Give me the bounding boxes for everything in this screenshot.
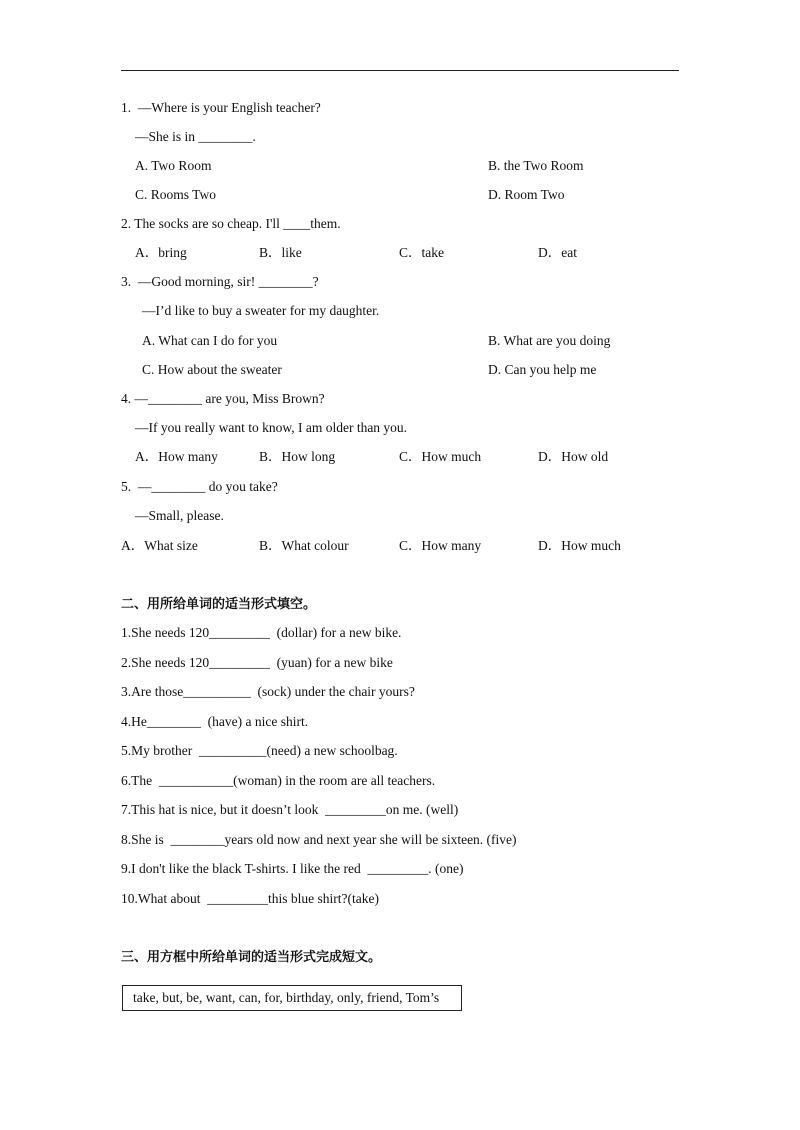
fill-item-3: 3.Are those__________ (sock) under the chair yours? (121, 684, 415, 699)
question-4-answer-line: —If you really want to know, I am older than you. (135, 420, 408, 435)
fill-item-1: 1.She needs 120_________ (dollar) for a new bike. (121, 625, 402, 640)
section-2-heading: 二、用所给单词的适当形式填空。 (121, 597, 317, 612)
question-3-option-c: C. How about the sweater (142, 362, 282, 377)
question-1-option-a: A. Two Room (135, 158, 212, 173)
question-2-option-a: A．bring (135, 245, 187, 260)
question-4-option-d: D．How old (538, 449, 609, 464)
fill-item-7: 7.This hat is nice, but it doesn’t look _________on me. (well) (121, 802, 459, 817)
question-4-option-c: C．How much (399, 449, 482, 464)
fill-item-2: 2.She needs 120_________ (yuan) for a new bike (121, 655, 393, 670)
question-2-option-d: D．eat (538, 245, 577, 260)
question-3-option-b: B. What are you doing (488, 333, 611, 348)
question-4-stem: 4. —________ are you, Miss Brown? (121, 391, 325, 406)
question-4-option-b: B．How long (259, 449, 336, 464)
fill-item-4: 4.He________ (have) a nice shirt. (121, 714, 309, 729)
question-2-option-c: C．take (399, 245, 444, 260)
question-1-option-c: C. Rooms Two (135, 187, 216, 202)
question-3-option-a: A. What can I do for you (142, 333, 278, 348)
question-5-option-c: C．How many (399, 538, 482, 553)
question-3-stem: 3. —Good morning, sir! ________? (121, 274, 319, 289)
header-rule (121, 70, 679, 71)
question-1-stem: 1. —Where is your English teacher? (121, 100, 321, 115)
fill-item-6: 6.The ___________(woman) in the room are all teachers. (121, 773, 436, 788)
question-3-answer-line: —I’d like to buy a sweater for my daughter. (142, 303, 380, 318)
fill-item-9: 9.I don't like the black T-shirts. I like the red _________. (one) (121, 861, 464, 876)
question-5-option-b: B．What colour (259, 538, 349, 553)
question-1-option-d: D. Room Two (488, 187, 565, 202)
question-3-option-d: D. Can you help me (488, 362, 597, 377)
question-5-option-d: D．How much (538, 538, 621, 553)
word-box (122, 985, 462, 1011)
question-1-option-b: B. the Two Room (488, 158, 584, 173)
question-5-stem: 5. —________ do you take? (121, 479, 278, 494)
question-5-option-a: A．What size (121, 538, 198, 553)
fill-item-8: 8.She is ________years old now and next year she will be sixteen. (five) (121, 832, 517, 847)
question-2-stem: 2. The socks are so cheap. I'll ____them. (121, 216, 341, 231)
section-3-heading: 三、用方框中所给单词的适当形式完成短文。 (121, 950, 382, 965)
question-4-option-a: A．How many (135, 449, 218, 464)
word-box-text: take, but, be, want, can, for, birthday, only, friend, Tom’s (133, 990, 440, 1005)
question-2-option-b: B．like (259, 245, 302, 260)
question-5-answer-line: —Small, please. (135, 508, 224, 523)
fill-item-5: 5.My brother __________(need) a new schoolbag. (121, 743, 398, 758)
question-1-answer-line: —She is in ________. (135, 129, 256, 144)
fill-item-10: 10.What about _________this blue shirt?(take) (121, 891, 379, 906)
